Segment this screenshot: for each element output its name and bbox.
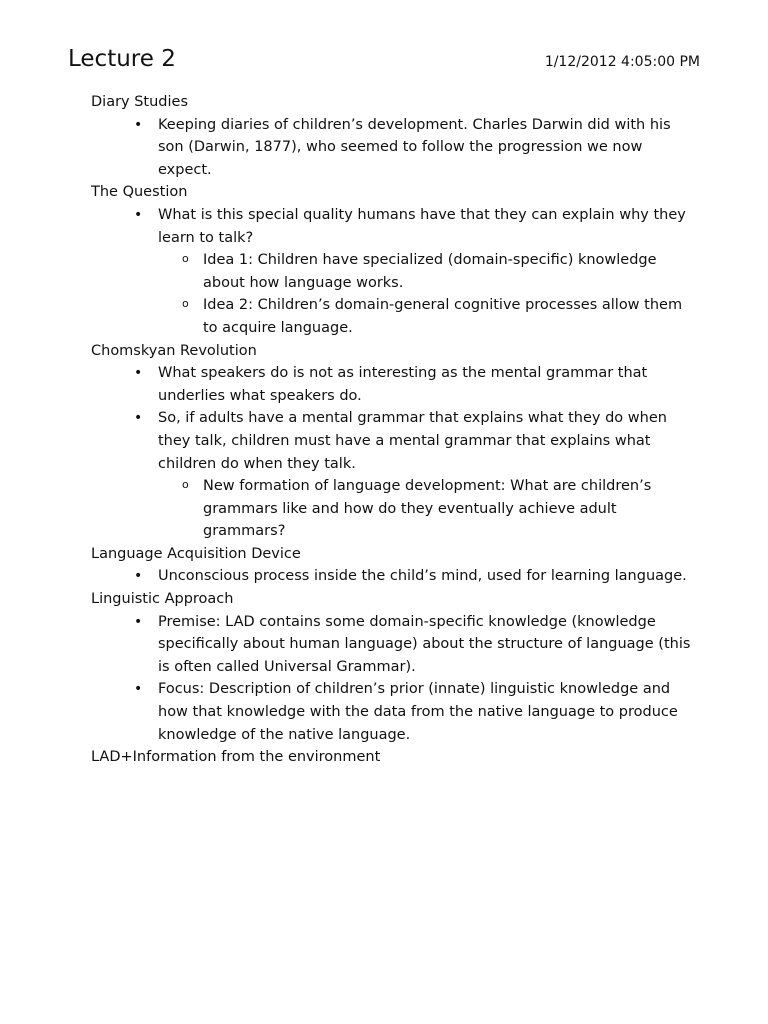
page-title: Lecture 2 xyxy=(68,46,176,72)
bullet-text: Unconscious process inside the child’s mind, used for learning language. xyxy=(158,568,687,585)
bullet-item xyxy=(158,362,691,407)
section-diary-studies xyxy=(91,91,691,181)
section-language-acquisition-device xyxy=(91,543,691,588)
sub-bullet-item: o Idea 2: Children’s domain-general cognitive processes allow them to acquire language. xyxy=(203,294,691,339)
bullet-item xyxy=(158,565,691,588)
notes-body xyxy=(91,91,691,769)
section-heading: Linguistic Approach xyxy=(91,591,234,608)
bullet-list xyxy=(91,114,691,182)
bullet-text: Keeping diaries of children’s development. Charles Darwin did with his son (Darwin, 1877), who seemed to follow the progression we now expect. xyxy=(158,116,671,178)
section-heading: Diary Studies xyxy=(91,94,189,110)
section-chomskyan-revolution xyxy=(91,340,691,543)
bullet-list xyxy=(91,611,691,747)
section-the-question xyxy=(91,181,691,339)
bullet-text: Focus: Description of children’s prior (innate) linguistic knowledge and how that knowledge with the data from the native language to produce knowledge of the native language. xyxy=(158,681,678,743)
sub-bullet-item: o New formation of language development: What are children’s grammars like and how do they eventually achieve adult grammars? xyxy=(203,475,691,543)
bullet-list xyxy=(91,362,691,543)
sub-bullet-list xyxy=(158,249,691,339)
section-lad-information xyxy=(91,746,691,769)
bullet-text: Premise: LAD contains some domain-specific knowledge (knowledge specifically about human language) about the structure of language (this is often called Universal Grammar). xyxy=(158,613,691,675)
bullet-text: So, if adults have a mental grammar that explains what they do when they talk, children must have a mental grammar that explains what children do when they talk. xyxy=(158,410,667,472)
bullet-item xyxy=(158,678,691,746)
bullet-list xyxy=(91,204,691,340)
bullet-list xyxy=(91,565,691,588)
section-linguistic-approach xyxy=(91,588,691,746)
sub-bullet-list xyxy=(158,475,691,543)
timestamp: 1/12/2012 4:05:00 PM xyxy=(544,54,700,70)
bullet-item xyxy=(158,114,691,182)
bullet-item xyxy=(158,204,691,340)
bullet-item xyxy=(158,611,691,679)
sub-bullet-item: o Idea 1: Children have specialized (domain-specific) knowledge about how language works. xyxy=(203,249,691,294)
section-heading: Chomskyan Revolution xyxy=(91,342,257,359)
section-heading: Language Acquisition Device xyxy=(91,545,301,562)
document-header xyxy=(68,44,700,76)
section-heading: LAD+Information from the environment xyxy=(91,749,381,766)
section-heading: The Question xyxy=(91,184,188,201)
bullet-item xyxy=(158,407,691,543)
bullet-text: What speakers do is not as interesting as the mental grammar that underlies what speakers do. xyxy=(158,365,648,404)
bullet-text: What is this special quality humans have that they can explain why they learn to talk? xyxy=(158,206,686,246)
